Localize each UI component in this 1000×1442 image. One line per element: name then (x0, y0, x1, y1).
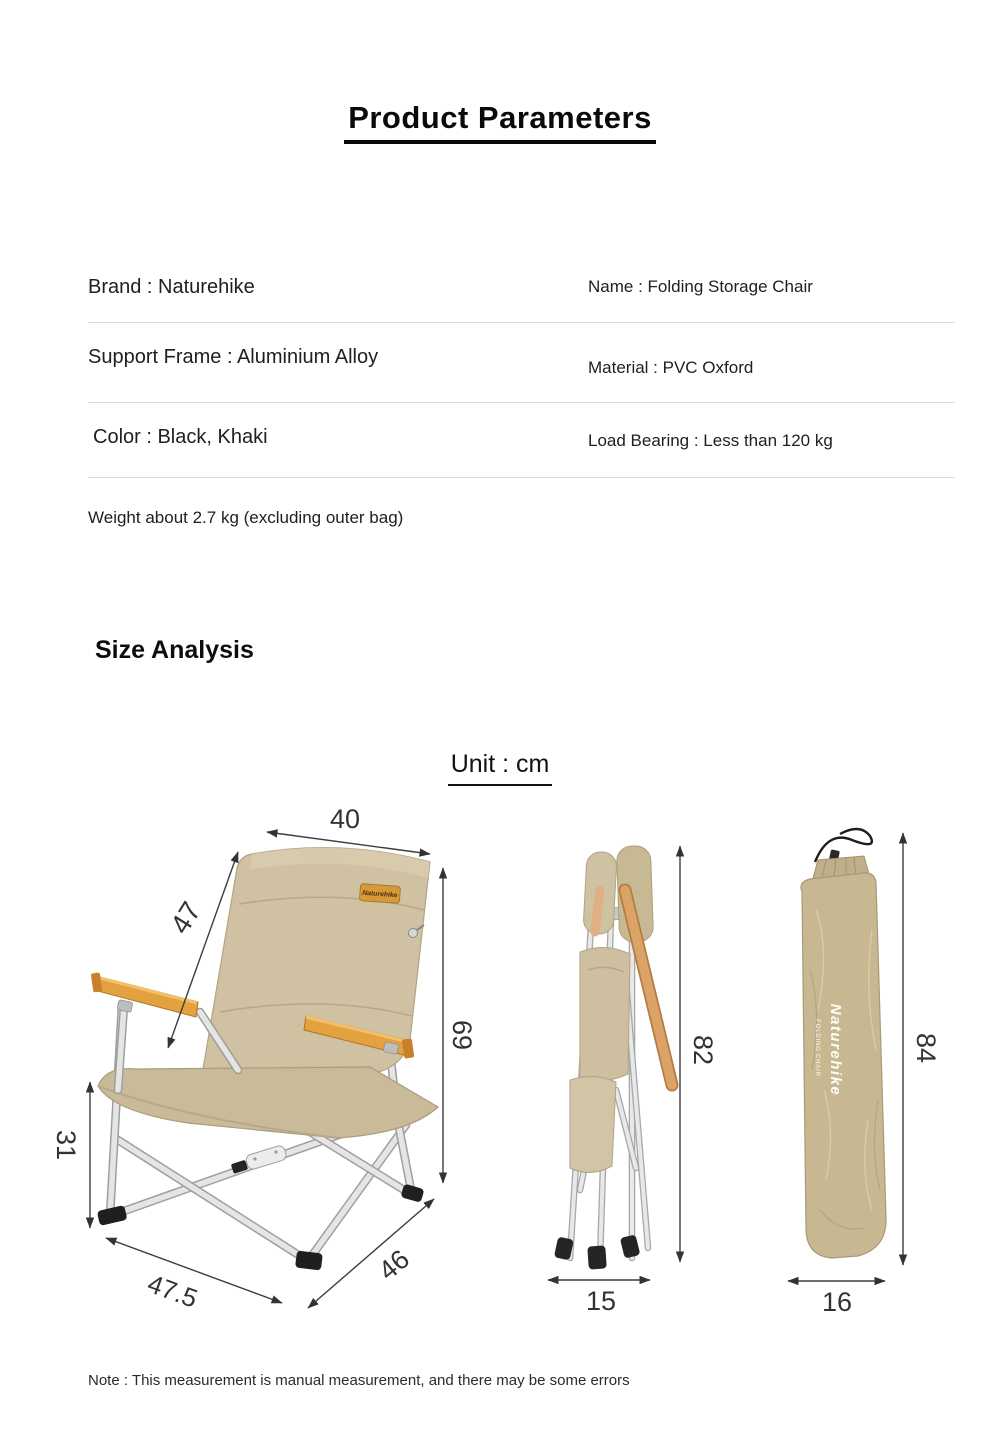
dim-bag-width: 16 (821, 1287, 853, 1317)
dim-folded-width: 15 (585, 1286, 617, 1316)
bag-logo-subtext: FOLDING CHAIR (814, 1019, 820, 1077)
chair-illustration (91, 848, 438, 1271)
spec-color: Color : Black, Khaki (93, 426, 268, 448)
spec-frame: Support Frame : Aluminium Alloy (88, 346, 379, 368)
measurement-note: Note : This measurement is manual measurement, and there may be some errors (88, 1372, 630, 1389)
dim-chair-height: 69 (447, 1019, 477, 1051)
page-title (0, 100, 1000, 136)
divider (88, 322, 955, 323)
folded-chair-illustration (554, 845, 672, 1269)
dim-chair-seat-height: 31 (51, 1129, 81, 1161)
divider (88, 402, 955, 403)
unit-label-text: Unit : cm (448, 750, 553, 786)
page-title-text: Product Parameters (344, 100, 656, 144)
dim-folded-height: 82 (688, 1034, 718, 1066)
spec-name: Name : Folding Storage Chair (588, 277, 813, 296)
unit-label (0, 750, 1000, 779)
size-diagram (40, 790, 960, 1335)
bag-logo-text: Naturehike (827, 1003, 844, 1097)
dim-chair-depth: 46 (372, 1243, 416, 1287)
dim-chair-base-width: 47.5 (143, 1268, 202, 1314)
dim-chair-back-width: 40 (329, 804, 361, 834)
storage-bag-illustration (801, 829, 886, 1258)
spec-weight: Weight about 2.7 kg (excluding outer bag) (88, 508, 404, 527)
size-analysis-heading: Size Analysis (95, 636, 254, 664)
spec-material: Material : PVC Oxford (588, 358, 754, 377)
dim-bag-height: 84 (911, 1032, 941, 1064)
chair-logo-patch-text: Naturehike (362, 889, 398, 900)
spec-brand: Brand : Naturehike (88, 276, 255, 298)
divider (88, 477, 955, 478)
spec-load: Load Bearing : Less than 120 kg (588, 431, 833, 450)
dim-chair-back-length: 47 (164, 896, 207, 940)
